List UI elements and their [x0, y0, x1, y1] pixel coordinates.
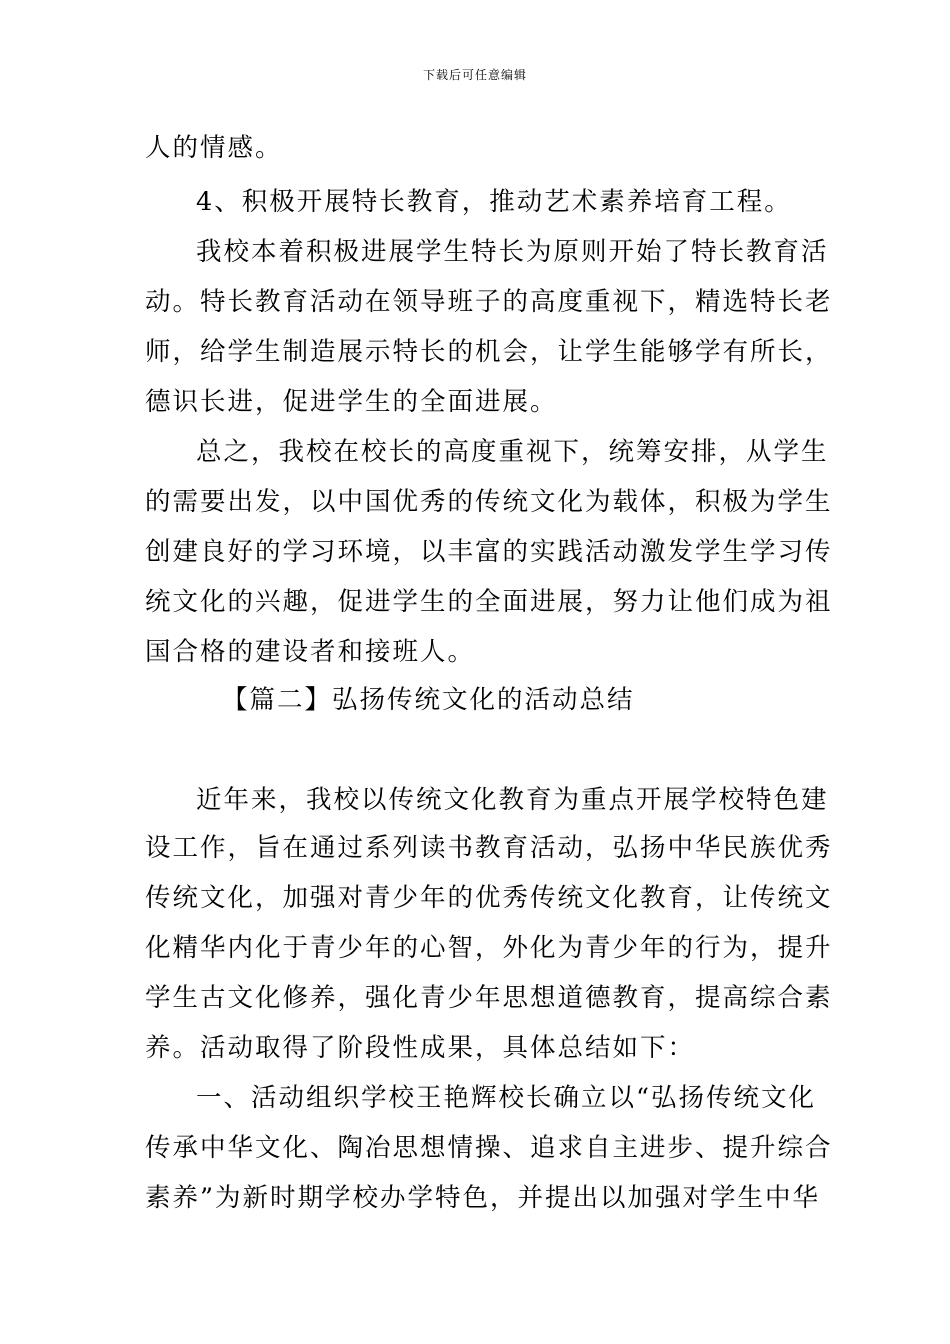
- text-line: 传承中华文化、陶冶思想情操、追求自主进步、提升综合: [145, 1133, 833, 1163]
- text-line: 近年来，我校以传统文化教育为重点开展学校特色建: [196, 785, 829, 815]
- text-line: 我校本着积极进展学生特长为原则开始了特长教育活: [196, 237, 829, 267]
- text-line: 一、活动组织学校王艳辉校长确立以“弘扬传统文化: [196, 1083, 817, 1113]
- text-line: 学生古文化修养，强化青少年思想道德教育，提高综合素: [145, 983, 833, 1013]
- text-line: 德识长进，促进学生的全面进展。: [145, 387, 558, 417]
- text-line: 国合格的建设者和接班人。: [145, 637, 476, 667]
- text-line: 总之，我校在校长的高度重视下，统筹安排，从学生: [196, 437, 829, 467]
- text-line: 的需要出发，以中国优秀的传统文化为载体，积极为学生: [145, 487, 833, 517]
- text-line: 设工作，旨在通过系列读书教育活动，弘扬中华民族优秀: [145, 833, 833, 863]
- text-line: 人的情感。: [145, 133, 283, 163]
- text-line: 养。活动取得了阶段性成果，具体总结如下：: [145, 1033, 696, 1063]
- text-line: 化精华内化于青少年的心智，外化为青少年的行为，提升: [145, 933, 833, 963]
- text-line: 传统文化，加强对青少年的优秀传统文化教育，让传统文: [145, 883, 833, 913]
- text-line: 创建良好的学习环境，以丰富的实践活动激发学生学习传: [145, 537, 833, 567]
- text-line: 素养”为新时期学校办学特色，并提出以加强对学生中华: [145, 1183, 821, 1213]
- text-line: 动。特长教育活动在领导班子的高度重视下，精选特长老: [145, 287, 833, 317]
- text-line: 统文化的兴趣，促进学生的全面进展，努力让他们成为祖: [145, 587, 833, 617]
- text-line: 师，给学生制造展示特长的机会，让学生能够学有所长，: [145, 337, 833, 367]
- list-heading-4: 4、积极开展特长教育，推动艺术素养培育工程。: [196, 187, 792, 217]
- page-header-note: 下载后可任意编辑: [422, 68, 527, 82]
- section-title: 【篇二】弘扬传统文化的活动总结: [222, 685, 635, 715]
